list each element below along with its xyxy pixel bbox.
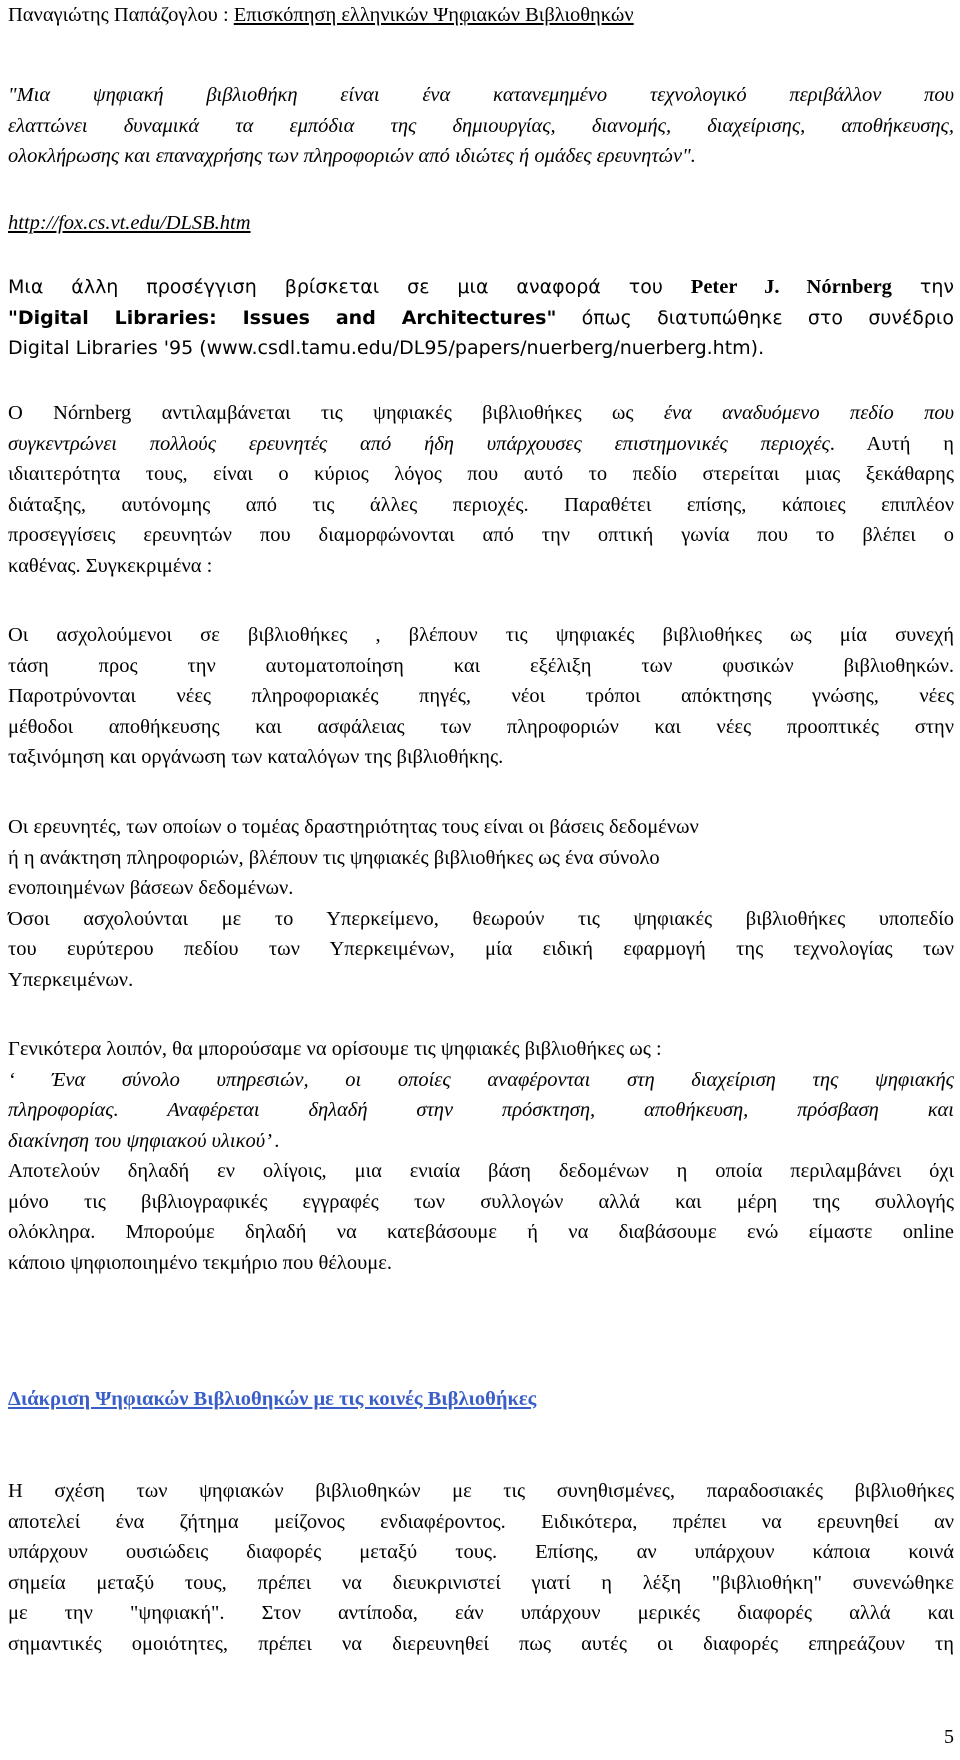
text-line: προσεγγίσεις ερευνητών που διαμορφώνονται από την οπτική γωνία που το βλέπει ο <box>8 524 954 546</box>
text-line: μέθοδοι αποθήκευσης και ασφάλειας των πληροφοριών και νέες προοπτικές στην <box>8 715 954 738</box>
paragraph-definition <box>8 1034 954 1278</box>
text-span: όπως διατυπώθηκε στο συνέδριο <box>556 306 954 329</box>
text-span: την <box>891 276 954 298</box>
text-line: με την "ψηφιακή". Στον αντίποδα, εάν υπάρχουν μερικές διαφορές αλλά και <box>8 1602 954 1624</box>
text-line: διάταξης, αυτόνομης από τις άλλες περιοχές. Παραθέτει επίσης, κάποιες επιπλέον <box>8 493 954 516</box>
text-line: ολόκληρα. Μπορούμε δηλαδή να κατεβάσουμε ή να διαβάσουμε ενώ είμαστε online <box>8 1221 954 1243</box>
author-name: Peter J. Nórnberg <box>690 276 892 298</box>
paragraph-nornberg-view <box>8 398 954 581</box>
text-line: πληροφορίας. Αναφέρεται δηλαδή στην πρόσκτηση, αποθήκευση, πρόσβαση και <box>8 1099 954 1121</box>
text-line: Οι ασχολούμενοι σε βιβλιοθήκες , βλέπουν τις ψηφιακές βιβλιοθήκες ως μία συνεχή <box>8 624 954 646</box>
text-line: Αποτελούν δηλαδή εν ολίγοις, μια ενιαία βάση δεδομένων η οποία περιλαμβάνει όχι <box>8 1160 954 1182</box>
text-line: ‘ Ένα σύνολο υπηρεσιών, οι οποίες αναφέρονται στη διαχείριση της ψηφιακής <box>8 1068 954 1091</box>
text-span: Μια άλλη προσέγγιση βρίσκεται σε μια αναφορά του <box>8 276 691 298</box>
text-line: σημαντικές ομοιότητες, πρέπει να διερευνηθεί πως αυτές οι διαφορές επηρεάζουν τη <box>8 1632 954 1655</box>
text-line: διακίνηση του ψηφιακού υλικού’ . <box>8 1129 280 1152</box>
text-line: Παροτρύνονται νέες πληροφοριακές πηγές, νέοι τρόποι απόκτησης γνώσης, νέες <box>8 685 954 707</box>
text-line <box>8 303 954 334</box>
text-line: ιδιαιτερότητα τους, είναι ο κύριος λόγος που αυτό το πεδίο στερείται μιας ξεκάθαρης <box>8 463 954 485</box>
text-line <box>8 398 954 429</box>
text-line: ή η ανάκτηση πληροφοριών, βλέπουν τις ψηφιακές βιβλιοθήκες ως ένα σύνολο <box>8 846 660 869</box>
text-line: Υπερκειμένων. <box>8 968 134 991</box>
quote-line: "Μια ψηφιακή βιβλιοθήκη είναι ένα κατανεμημένο τεχνολογικό περιβάλλον που <box>8 84 954 106</box>
text-line: αποτελεί ένα ζήτημα μείζονος ενδιαφέροντος. Ειδικότερα, πρέπει να ερευνηθεί αν <box>8 1510 954 1533</box>
text-line: ταξινόμηση και οργάνωση των καταλόγων της βιβλιοθήκης. <box>8 746 504 768</box>
quote-line: ελαττώνει δυναμικά τα εμπόδια της δημιουργίας, διανομής, διαχείρισης, αποθήκευσης, <box>8 114 954 137</box>
paragraph-comparison <box>8 1476 954 1659</box>
text-line: Γενικότερα λοιπόν, θα μπορούσαμε να ορίσουμε τις ψηφιακές βιβλιοθήκες ως : <box>8 1038 662 1060</box>
text-span: . Αυτή η <box>829 432 954 455</box>
paragraph-researchers <box>8 812 954 995</box>
quote-source-link[interactable]: http://fox.cs.vt.edu/DLSB.htm <box>8 212 251 234</box>
text-line: ενοποιημένων βάσεων δεδομένων. <box>8 877 294 899</box>
text-line: του ευρύτερου πεδίου των Υπερκειμένων, μία ειδική εφαρμογή της τεχνολογίας των <box>8 938 954 960</box>
text-line: τάση προς την αυτοματοποίηση και εξέλιξη των φυσικών βιβλιοθηκών. <box>8 654 954 677</box>
header-author: Παναγιώτης Παπάζογλου : <box>8 4 234 26</box>
text-line <box>8 272 954 303</box>
text-line: καθένας. Συγκεκριμένα : <box>8 554 213 577</box>
text-line <box>8 429 954 460</box>
paragraph-librarians <box>8 620 954 773</box>
text-line: Οι ερευνητές, των οποίων ο τομέας δραστηριότητας τους είναι οι βάσεις δεδομένων <box>8 816 699 838</box>
paper-title: "Digital Libraries: Issues and Architectures" <box>8 306 557 329</box>
page-number: 5 <box>944 1726 954 1748</box>
quote-line: ολοκλήρωσης και επαναχρήσης των πληροφοριών από ιδιώτες ή ομάδες ερευνητών". <box>8 145 696 167</box>
running-header <box>8 2 634 28</box>
text-line: υπάρχουν ουσιώδεις διαφορές μεταξύ τους. Επίσης, αν υπάρχουν κάποια κοινά <box>8 1541 954 1563</box>
emphasis: συγκεντρώνει πολλούς ερευνητές από ήδη υπάρχουσες επιστημονικές περιοχές <box>8 432 830 455</box>
text-line: Όσοι ασχολούνται με το Υπερκείμενο, θεωρούν τις ψηφιακές βιβλιοθήκες υποπεδίο <box>8 907 954 930</box>
text-line: σημεία μεταξύ τους, πρέπει να διευκρινιστεί γιατί η λέξη "βιβλιοθήκη" συνενώθηκε <box>8 1571 954 1594</box>
text-line: Η σχέση των ψηφιακών βιβλιοθηκών με τις συνηθισμένες, παραδοσιακές βιβλιοθήκες <box>8 1480 954 1502</box>
text-span: Ο Nórnberg αντιλαμβάνεται τις ψηφιακές βιβλιοθήκες ως <box>8 402 664 424</box>
definition-quote <box>8 80 954 172</box>
emphasis: ένα αναδυόμενο πεδίο που <box>663 402 955 424</box>
text-line: Digital Libraries '95 (www.csdl.tamu.edu/DL95/papers/nuerberg/nuerberg.htm). <box>8 337 765 359</box>
text-line: κάποιο ψηφιοποιημένο τεκμήριο που θέλουμε. <box>8 1251 392 1274</box>
section-heading: Διάκριση Ψηφιακών Βιβλιοθηκών με τις κοινές Βιβλιοθήκες <box>8 1388 537 1410</box>
paragraph-nornberg-reference <box>8 272 954 364</box>
text-line: μόνο τις βιβλιογραφικές εγγραφές των συλλογών αλλά και μέρη της συλλογής <box>8 1190 954 1213</box>
header-title: Επισκόπηση ελληνικών Ψηφιακών Βιβλιοθηκών <box>233 4 634 26</box>
